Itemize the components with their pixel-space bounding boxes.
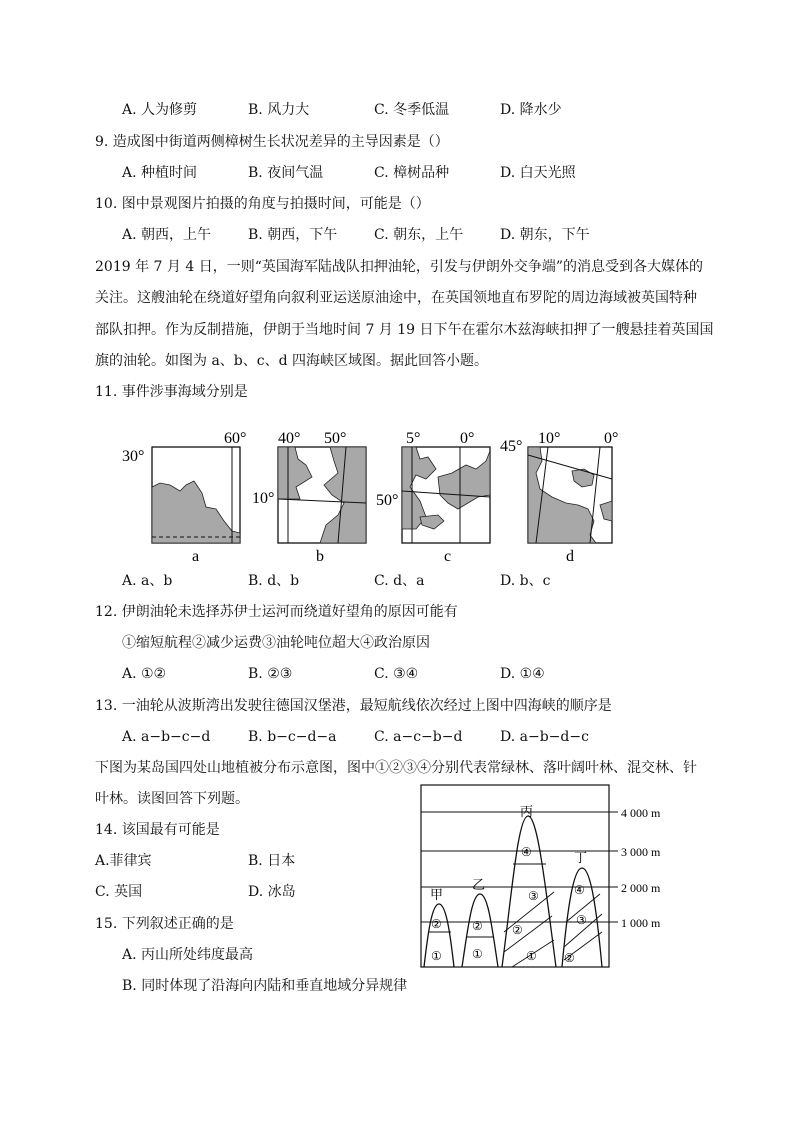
q13-option-c: C. a−c−b−d — [374, 729, 463, 745]
q10-option-c: C. 朝东，上午 — [374, 227, 464, 243]
q9-option-c: C. 樟树品种 — [374, 165, 450, 181]
q14-option-b: B. 日本 — [248, 853, 296, 869]
q15-option-b: B. 同时体现了沿海向内陆和垂直地域分异规律 — [122, 978, 408, 994]
vegetation-zone-marker: ③ — [576, 913, 587, 927]
q12-option-c: C. ③④ — [374, 666, 419, 682]
strait-a-id: a — [192, 548, 200, 565]
q10-option-b: B. 朝西，下午 — [248, 227, 338, 243]
strait-map-c — [376, 430, 490, 565]
passage1-line: 2019 年 7 月 4 日，一则“英国海军陆战队扣押油轮，引发与伊朗外交争端”的消息受到各大媒体的 — [95, 259, 704, 275]
q9-option-d: D. 白天光照 — [500, 165, 576, 181]
vegetation-zone-marker: ② — [431, 917, 442, 931]
strait-d-id: d — [566, 548, 574, 565]
passage2-line: 叶林。读图回答下列题。 — [95, 791, 249, 807]
strait-b-top-label: 50° — [324, 430, 347, 447]
vegetation-zone-marker: ② — [564, 951, 575, 965]
vegetation-zone-marker: ④ — [574, 883, 585, 897]
q10-option-d: D. 朝东，下午 — [500, 227, 590, 243]
altitude-label: 3 000 m — [621, 845, 661, 859]
passage2-line: 下图为某岛国四处山地植被分布示意图，图中①②③④分别代表常绿林、落叶阔叶林、混交林、针 — [95, 760, 697, 776]
q11-stem: 11. 事件涉事海域分别是 — [95, 384, 248, 400]
q15-option-a: A. 丙山所处纬度最高 — [122, 947, 254, 963]
vegetation-zone-marker: ④ — [521, 845, 532, 859]
q14-option-c: C. 英国 — [95, 884, 143, 900]
passage1-line: 旗的油轮。如图为 a、b、c、d 四海峡区域图。据此回答小题。 — [95, 353, 489, 369]
q10-option-a: A. 朝西，上午 — [122, 227, 212, 243]
q12-option-d: D. ①④ — [500, 666, 545, 682]
q12-sub: ①缩短航程②减少运费③油轮吨位超大④政治原因 — [122, 635, 430, 651]
q11-option-c: C. d、a — [374, 573, 425, 589]
q8-option-b: B. 风力大 — [248, 102, 310, 118]
q12-option-b: B. ②③ — [248, 666, 293, 682]
peak-label: 甲 — [430, 887, 444, 902]
vegetation-zone-marker: ② — [472, 919, 483, 933]
q12-stem: 12. 伊朗油轮未选择苏伊士运河而绕道好望角的原因可能有 — [95, 604, 458, 620]
q9-option-b: B. 夜间气温 — [248, 165, 324, 181]
strait-map-b — [252, 430, 366, 565]
strait-map-a — [122, 430, 246, 565]
q11-option-a: A. a、b — [122, 573, 173, 589]
q8-option-c: C. 冬季低温 — [374, 102, 450, 118]
q13-stem: 13. 一油轮从波斯湾出发驶往德国汉堡港，最短航线依次经过上图中四海峡的顺序是 — [95, 698, 612, 714]
q13-option-d: D. a−b−d−c — [500, 729, 589, 745]
vegetation-zone-marker: ③ — [528, 889, 539, 903]
q8-option-d: D. 降水少 — [500, 102, 562, 118]
vegetation-zone-marker: ② — [512, 923, 523, 937]
strait-d-top-label: 10° — [538, 430, 561, 447]
strait-d-side-label: 45° — [500, 438, 523, 455]
strait-c-side-label: 50° — [376, 492, 399, 509]
q8-option-a: A. 人为修剪 — [122, 102, 198, 118]
mountain-vegetation-diagram — [418, 782, 668, 970]
strait-b-id: b — [316, 548, 324, 565]
strait-c-top-label: 5° — [406, 430, 421, 447]
strait-d-top-label: 0° — [604, 430, 619, 447]
peak-label: 丙 — [520, 804, 534, 819]
q14-stem: 14. 该国最有可能是 — [95, 822, 220, 838]
passage1-line: 部队扣押。作为反制措施，伊朗于当地时间 7 月 19 日下午在霍尔木兹海峡扣押了一艘悬挂着英国国 — [95, 322, 714, 338]
vegetation-zone-marker: ① — [472, 947, 483, 961]
q13-option-a: A. a−b−c−d — [122, 729, 211, 745]
passage1-line: 关注。这艘油轮在绕道好望角向叙利亚运送原油途中，在英国领地直布罗陀的周边海域被英国特种 — [95, 290, 697, 306]
vegetation-zone-marker: ① — [526, 949, 537, 963]
strait-a-top-label: 60° — [224, 430, 247, 447]
strait-maps-figure — [120, 425, 640, 570]
q9-stem: 9. 造成图中街道两侧樟树生长状况差异的主导因素是（） — [95, 134, 449, 150]
peak-label: 丁 — [574, 850, 588, 865]
strait-c-id: c — [444, 548, 452, 565]
strait-a-side-label: 30° — [122, 448, 145, 465]
q15-stem: 15. 下列叙述正确的是 — [95, 916, 234, 932]
altitude-label: 1 000 m — [621, 916, 661, 930]
strait-map-d — [500, 430, 618, 565]
q14-option-a: A.菲律宾 — [95, 853, 152, 869]
q10-stem: 10. 图中景观图片拍摄的角度与拍摄时间，可能是（） — [95, 196, 430, 212]
q12-option-a: A. ①② — [122, 666, 167, 682]
q11-option-d: D. b、c — [500, 573, 551, 589]
q14-option-d: D. 冰岛 — [248, 884, 296, 900]
strait-c-top-label: 0° — [460, 430, 475, 447]
altitude-label: 4 000 m — [621, 806, 661, 820]
q13-option-b: B. b−c−d−a — [248, 729, 337, 745]
q11-option-b: B. d、b — [248, 573, 300, 589]
peak-label: 乙 — [472, 877, 486, 892]
vegetation-zone-marker: ① — [431, 949, 442, 963]
strait-b-top-label: 40° — [278, 430, 301, 447]
altitude-label: 2 000 m — [621, 881, 661, 895]
q9-option-a: A. 种植时间 — [122, 165, 198, 181]
strait-b-side-label: 10° — [252, 490, 275, 507]
